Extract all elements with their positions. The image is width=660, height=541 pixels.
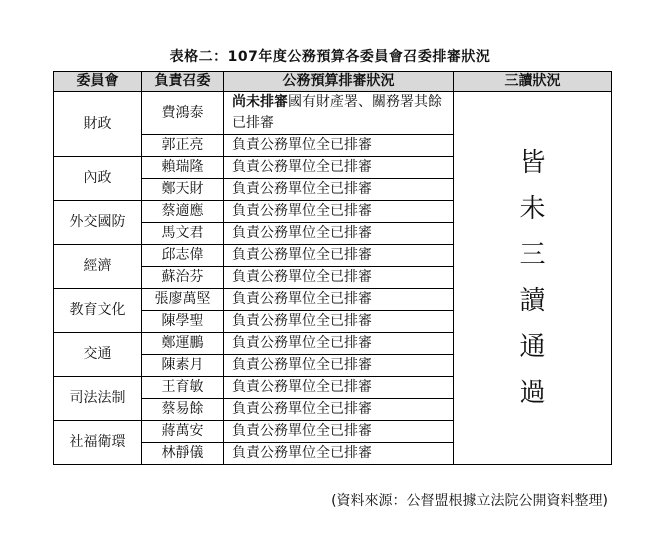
committee-cell: 內政: [54, 157, 142, 201]
table-title: 表格二：107年度公務預算各委員會召委排審狀況: [169, 49, 491, 65]
status-cell: [224, 355, 454, 377]
convener-cell: 鄭天財: [142, 179, 224, 201]
status-cell: [224, 245, 454, 267]
status-cell: [224, 311, 454, 333]
status-cell: [224, 201, 454, 223]
status-cell: [224, 289, 454, 311]
status-cell: [224, 333, 454, 355]
status-text: 負責公務單位全已排審: [232, 269, 372, 285]
committee-cell: 財政: [54, 92, 142, 157]
committee-cell: 司法法制: [54, 377, 142, 421]
committee-cell: 外交國防: [54, 201, 142, 245]
status-text: 負責公務單位全已排審: [232, 445, 372, 461]
status-text: 負責公務單位全已排審: [232, 203, 372, 219]
status-text: 負責公務單位全已排審: [232, 159, 372, 175]
status-cell: [224, 157, 454, 179]
status-cell: [224, 443, 454, 465]
table-row: [54, 92, 612, 135]
convener-cell: 鄭運鵬: [142, 333, 224, 355]
status-highlight: 尚未排審: [232, 94, 288, 110]
convener-cell: 蔡適應: [142, 201, 224, 223]
table-body: [54, 92, 612, 465]
source-note: (資料來源：公督盟根據立法院公開資料整理): [331, 493, 608, 509]
status-cell: [224, 92, 454, 135]
status-text: 負責公務單位全已排審: [232, 137, 372, 153]
convener-cell: 陳素月: [142, 355, 224, 377]
committee-cell: 經濟: [54, 245, 142, 289]
convener-cell: 賴瑞隆: [142, 157, 224, 179]
status-text: 國有財產署、關務署其餘已排審: [232, 94, 442, 131]
header-committee: 委員會: [54, 72, 142, 92]
status-cell: [224, 179, 454, 201]
header-convener: 負責召委: [142, 72, 224, 92]
convener-cell: 蘇治芬: [142, 267, 224, 289]
convener-cell: 邱志偉: [142, 245, 224, 267]
convener-cell: 陳學聖: [142, 311, 224, 333]
third-reading-status: 皆未三讀通過: [519, 148, 546, 408]
status-text: 負責公務單位全已排審: [232, 379, 372, 395]
status-text: 負責公務單位全已排審: [232, 357, 372, 373]
status-text: 負責公務單位全已排審: [232, 335, 372, 351]
convener-cell: 馬文君: [142, 223, 224, 245]
convener-cell: 郭正亮: [142, 135, 224, 157]
header-third-reading: 三讀狀況: [454, 72, 612, 92]
status-cell: [224, 267, 454, 289]
status-text: 負責公務單位全已排審: [232, 313, 372, 329]
status-text: 負責公務單位全已排審: [232, 247, 372, 263]
convener-cell: 蔡易餘: [142, 399, 224, 421]
committee-cell: 社福衛環: [54, 421, 142, 465]
status-text: 負責公務單位全已排審: [232, 291, 372, 307]
convener-cell: 林靜儀: [142, 443, 224, 465]
status-cell: [224, 399, 454, 421]
convener-cell: 王育敏: [142, 377, 224, 399]
status-text: 負責公務單位全已排審: [232, 225, 372, 241]
budget-review-table: [53, 71, 612, 465]
status-cell: [224, 223, 454, 245]
convener-cell: 費鴻泰: [142, 92, 224, 135]
status-cell: [224, 421, 454, 443]
committee-cell: 交通: [54, 333, 142, 377]
status-cell: [224, 377, 454, 399]
third-reading-cell: [454, 92, 612, 465]
status-text: 負責公務單位全已排審: [232, 401, 372, 417]
convener-cell: 蔣萬安: [142, 421, 224, 443]
status-text: 負責公務單位全已排審: [232, 423, 372, 439]
status-text: 負責公務單位全已排審: [232, 181, 372, 197]
header-status: 公務預算排審狀況: [224, 72, 454, 92]
committee-cell: 教育文化: [54, 289, 142, 333]
table-header-row: [54, 72, 612, 92]
convener-cell: 張廖萬堅: [142, 289, 224, 311]
status-cell: [224, 135, 454, 157]
